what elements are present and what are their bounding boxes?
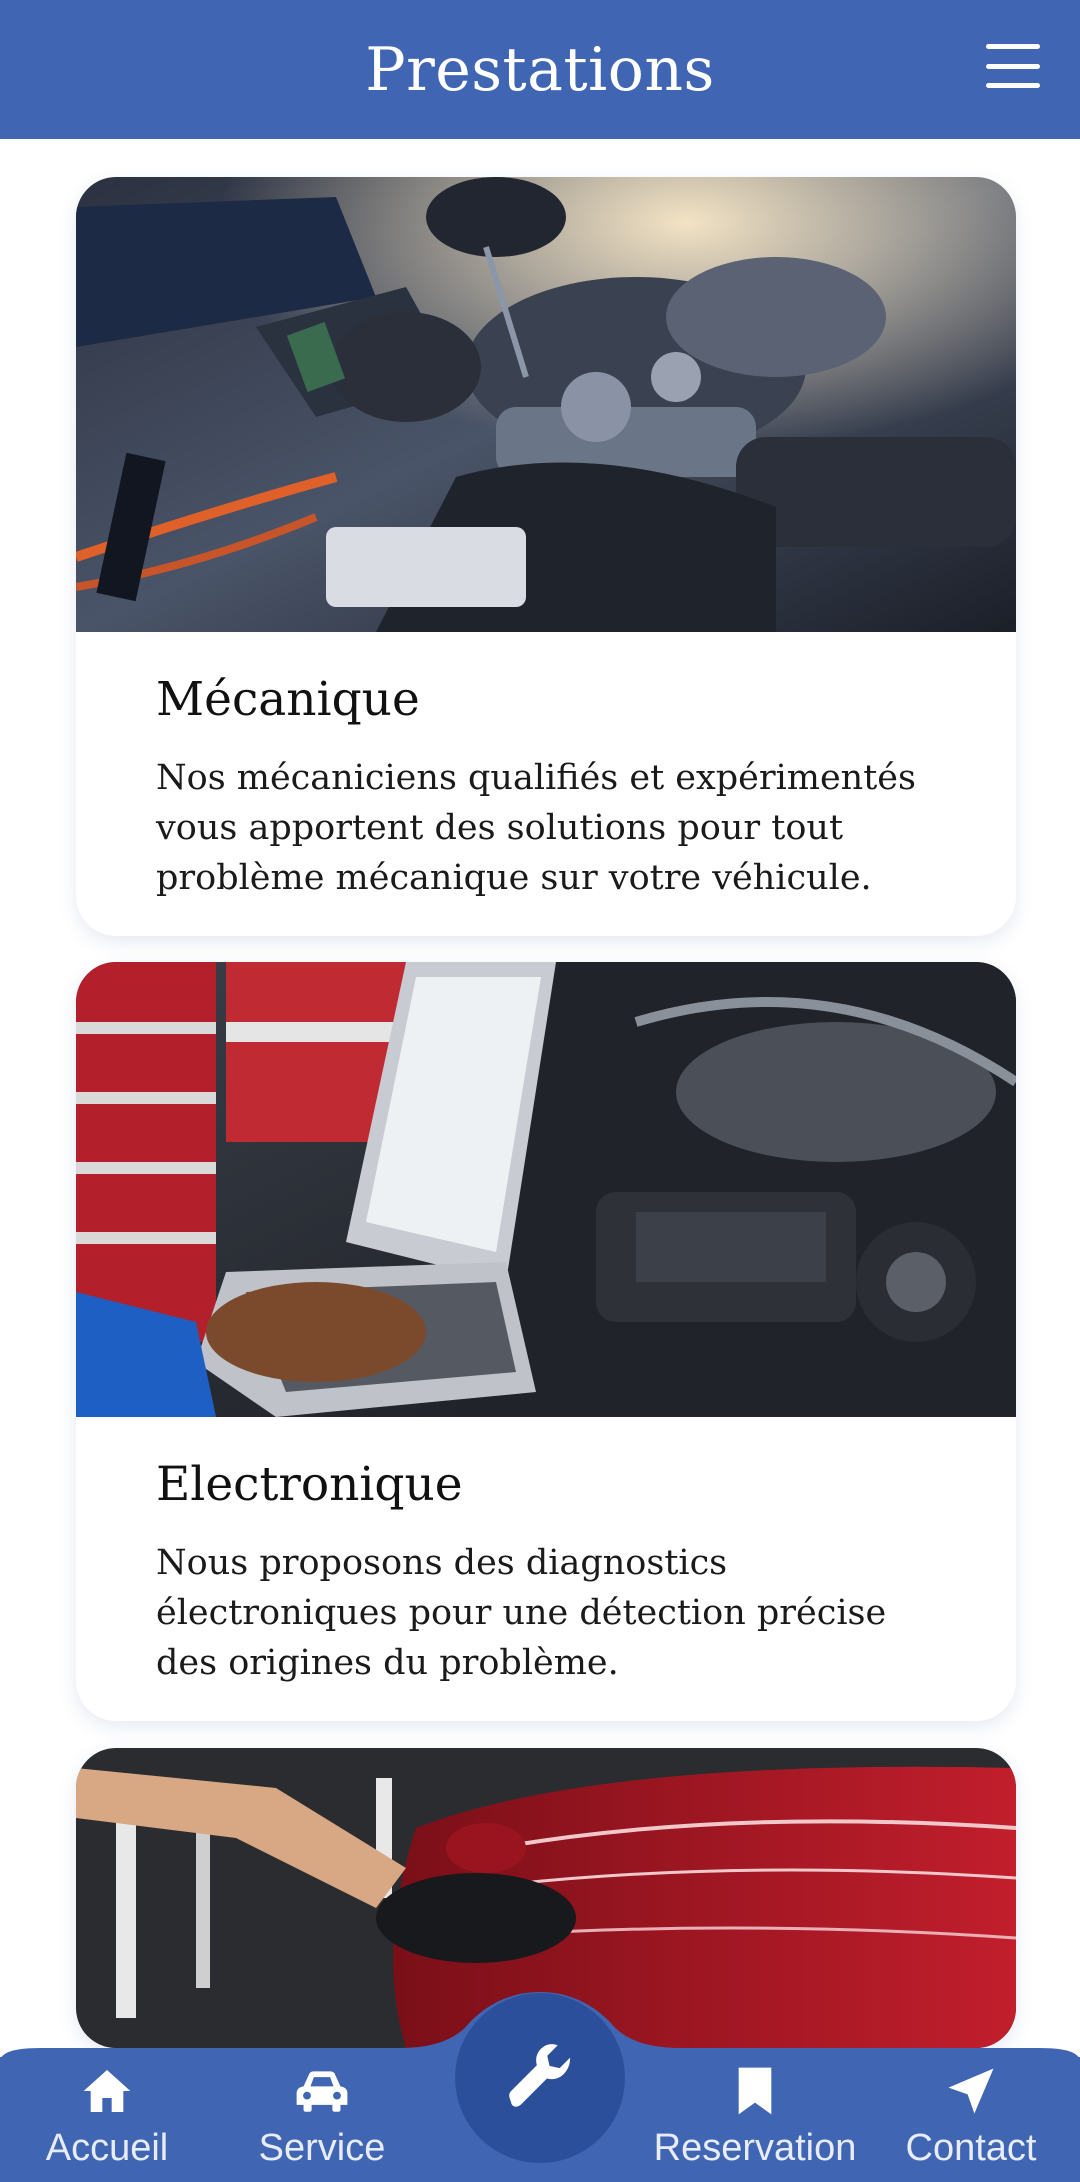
navigation-arrow-icon	[941, 2061, 1001, 2121]
car-icon	[292, 2061, 352, 2121]
card-title: Mécanique	[156, 672, 420, 727]
nav-item-accueil[interactable]	[7, 2061, 207, 2170]
card-body	[76, 632, 1016, 903]
nav-label: Service	[258, 2127, 386, 2169]
service-fab-button[interactable]	[455, 1993, 625, 2163]
mechanic-engine-photo	[76, 177, 1016, 632]
page-title: Prestations	[365, 34, 715, 105]
card-description: Nos mécaniciens qualifiés et expérimentés vous apportent des solutions pour tout problème mécanique sur votre véhicule.	[156, 758, 916, 898]
laptop-diagnostic-photo	[76, 962, 1016, 1417]
nav-label: Reservation	[653, 2127, 857, 2169]
service-card-electronique[interactable]	[76, 962, 1016, 1721]
mechanic-engine-illustration	[76, 177, 1016, 632]
nav-item-contact[interactable]	[871, 2061, 1071, 2170]
home-icon	[77, 2061, 137, 2121]
card-body	[76, 1417, 1016, 1688]
laptop-diagnostic-illustration	[76, 962, 1016, 1417]
nav-item-service[interactable]	[222, 2061, 422, 2170]
wrench-icon	[502, 2038, 578, 2118]
card-description: Nous proposons des diagnostics électroniques pour une détection précise des origines du problème.	[156, 1543, 887, 1683]
header-bar	[0, 0, 1080, 139]
hamburger-menu-icon[interactable]	[986, 44, 1040, 88]
nav-item-reservation[interactable]	[655, 2061, 855, 2170]
nav-label: Accueil	[45, 2127, 169, 2169]
card-title: Electronique	[156, 1457, 463, 1512]
bookmark-icon	[725, 2061, 785, 2121]
service-card-mecanique[interactable]	[76, 177, 1016, 936]
nav-label: Contact	[905, 2127, 1037, 2169]
